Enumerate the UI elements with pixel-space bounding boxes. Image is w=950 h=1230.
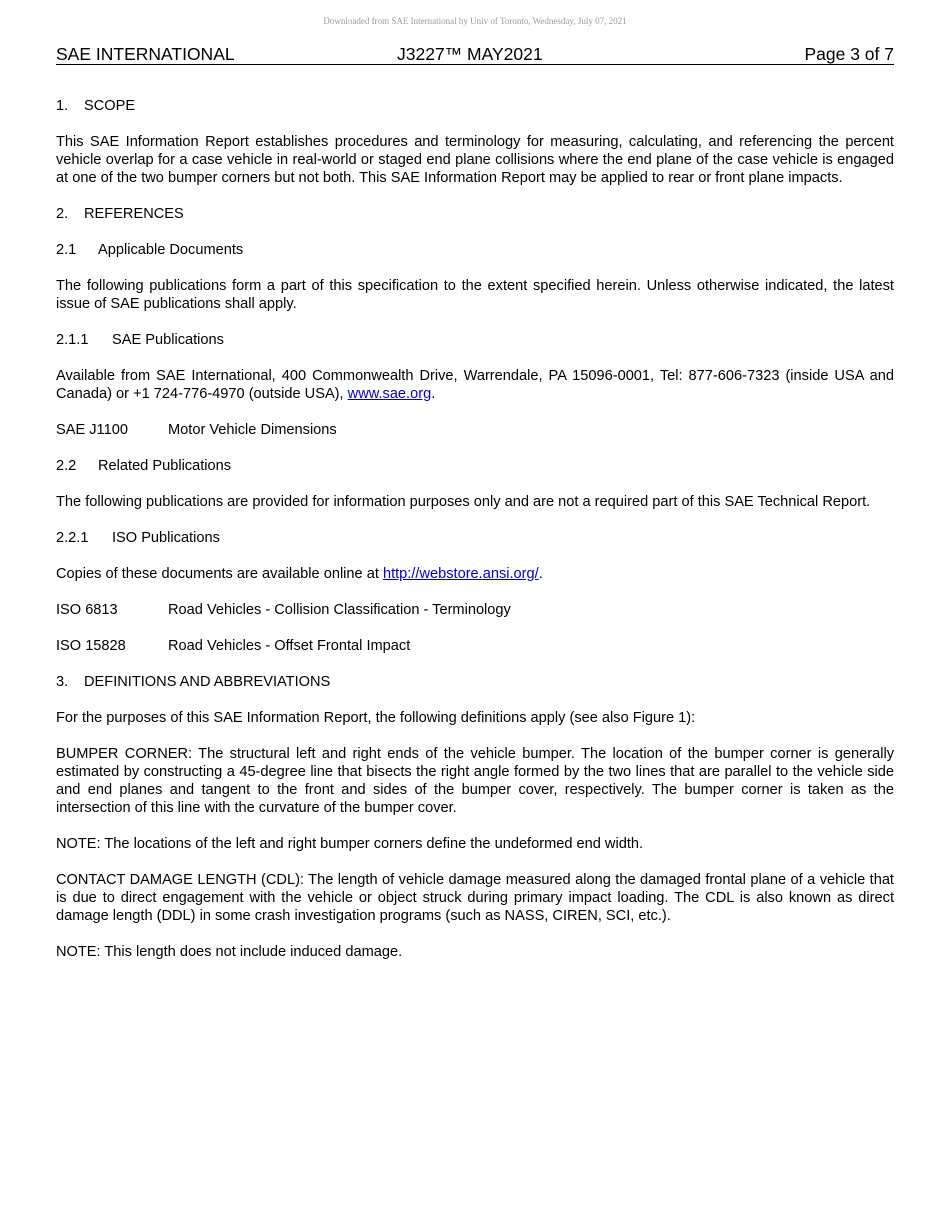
iso-publications-paragraph xyxy=(56,565,894,583)
paragraph-text-end: . xyxy=(538,566,543,582)
reference-code: ISO 6813 xyxy=(56,602,118,618)
page-header xyxy=(56,44,894,65)
section-number: 2.1.1 xyxy=(56,332,89,348)
section-2-heading xyxy=(56,205,894,223)
section-2-1-heading xyxy=(56,241,894,259)
section-title: ISO Publications xyxy=(112,530,220,546)
section-title: DEFINITIONS AND ABBREVIATIONS xyxy=(84,674,331,690)
section-3-heading xyxy=(56,673,894,691)
reference-entry xyxy=(56,601,894,619)
reference-code: SAE J1100 xyxy=(56,422,128,438)
reference-title: Road Vehicles - Collision Classification - Terminology xyxy=(168,602,511,618)
section-number: 3. xyxy=(56,674,69,690)
document-body xyxy=(56,97,894,979)
ansi-webstore-link[interactable]: http://webstore.ansi.org/ xyxy=(382,566,539,582)
paragraph-text: Available from SAE International, 400 Commonwealth Drive, Warrendale, PA 15096-0001, Tel: 877-606-7323 (inside USA and Canada) or +1 724-776-4970 (outside USA), xyxy=(56,368,894,402)
header-page-number: Page 3 of 7 xyxy=(804,44,894,64)
contact-damage-length-definition: CONTACT DAMAGE LENGTH (CDL): The length of vehicle damage measured along the damaged frontal plane of a vehicle that is due to direct engagement with the vehicle or object struck during primary impact loading. The CDL is also known as direct damage length (DDL) in some crash investigation programs (such as NASS, CIREN, SCI, etc.). xyxy=(56,872,894,924)
header-doc-id: J3227™ MAY2021 xyxy=(397,44,543,64)
section-number: 1. xyxy=(56,98,69,114)
section-number: 2.1 xyxy=(56,242,77,258)
related-publications-paragraph: The following publications are provided for information purposes only and are not a required part of this SAE Technical Report. xyxy=(56,494,871,510)
section-title: Related Publications xyxy=(98,458,232,474)
section-number: 2.2.1 xyxy=(56,530,89,546)
section-title: Applicable Documents xyxy=(98,242,244,258)
reference-entry xyxy=(56,637,894,655)
header-org: SAE INTERNATIONAL xyxy=(56,44,235,64)
sae-publications-paragraph xyxy=(56,367,894,403)
paragraph-text-end: . xyxy=(431,386,436,402)
section-2-2-1-heading xyxy=(56,529,894,547)
bumper-corner-definition: BUMPER CORNER: The structural left and right ends of the vehicle bumper. The location of the bumper corner is generally estimated by constructing a 45-degree line that bisects the right angle formed by the two lines that are parallel to the vehicle side and end planes and tangent to the front and sides of the bumper cover, respectively. The bumper corner is taken as the intersection of this line with the curvature of the bumper cover. xyxy=(56,746,894,816)
section-number: 2.2 xyxy=(56,458,77,474)
section-2-1-1-heading xyxy=(56,331,894,349)
contact-damage-length-note: NOTE: This length does not include induced damage. xyxy=(56,944,403,960)
paragraph-text: Copies of these documents are available online at xyxy=(56,566,383,582)
reference-title: Road Vehicles - Offset Frontal Impact xyxy=(168,638,411,654)
reference-entry xyxy=(56,421,894,439)
reference-code: ISO 15828 xyxy=(56,638,126,654)
definitions-intro-paragraph: For the purposes of this SAE Information Report, the following definitions apply (see also Figure 1): xyxy=(56,710,696,726)
section-title: SCOPE xyxy=(84,98,136,114)
bumper-corner-note: NOTE: The locations of the left and right bumper corners define the undeformed end width. xyxy=(56,836,644,852)
section-1-heading xyxy=(56,97,894,115)
section-title: REFERENCES xyxy=(84,206,184,222)
section-title: SAE Publications xyxy=(112,332,224,348)
reference-title: Motor Vehicle Dimensions xyxy=(168,422,337,438)
sae-website-link[interactable]: www.sae.org xyxy=(347,386,432,402)
scope-paragraph: This SAE Information Report establishes procedures and terminology for measuring, calculating, and referencing the percent vehicle overlap for a case vehicle in real-world or staged end plane collisions where the end plane of the case vehicle is engaged at one of the two bumper corners but not both. This SAE Information Report may be applied to rear or front plane impacts. xyxy=(56,134,894,186)
applicable-documents-paragraph: The following publications form a part of this specification to the extent specified herein. Unless otherwise indicated, the latest issue of SAE publications shall apply. xyxy=(56,278,894,312)
section-2-2-heading xyxy=(56,457,894,475)
section-number: 2. xyxy=(56,206,69,222)
download-watermark: Downloaded from SAE International by Univ of Toronto, Wednesday, July 07, 2021 xyxy=(323,16,627,26)
